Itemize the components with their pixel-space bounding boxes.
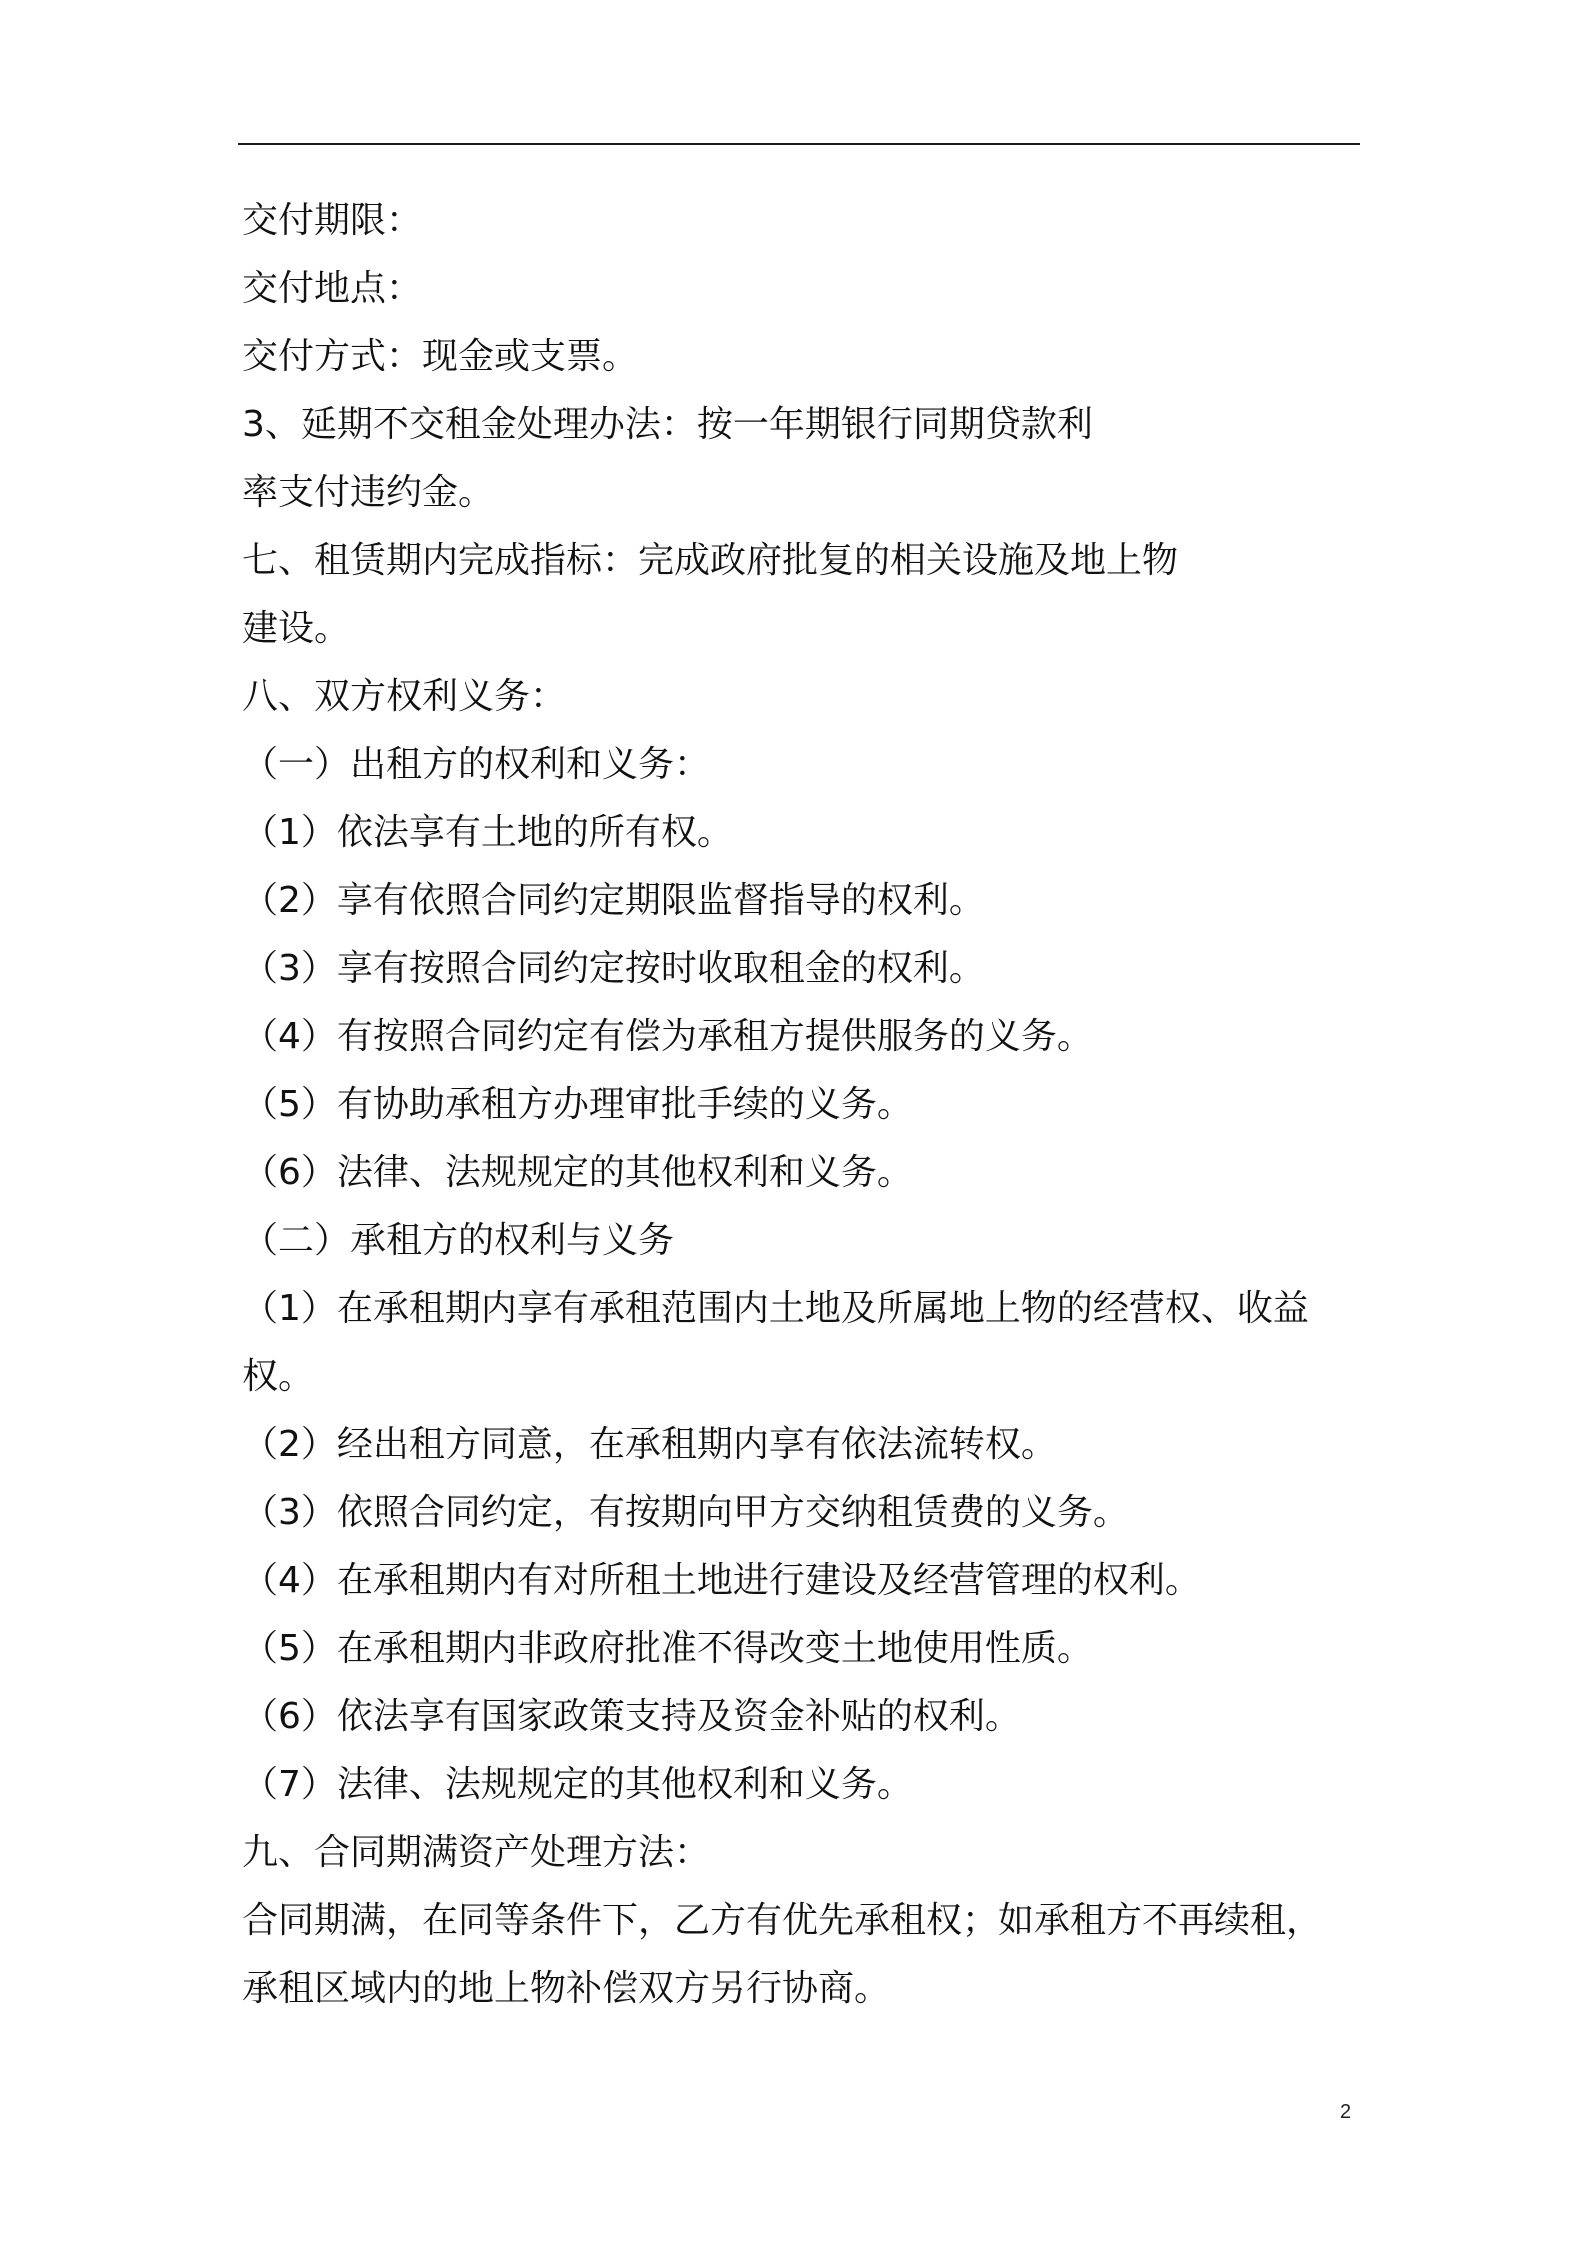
lessee-item-5: （5）在承租期内非政府批准不得改变土地使用性质。 — [242, 1628, 1093, 1669]
lessor-item-4: （4）有按照合同约定有偿为承租方提供服务的义务。 — [242, 1016, 1093, 1057]
lessee-subheading: （二）承租方的权利与义务 — [242, 1220, 675, 1261]
lessee-item-6: （6）依法享有国家政策支持及资金补贴的权利。 — [242, 1696, 1021, 1737]
lessor-item-2: （2）享有依照合同约定期限监督指导的权利。 — [242, 880, 985, 921]
delivery-method-line: 交付方式：现金或支票。 — [242, 336, 639, 377]
late-payment-clause-line: 3、延期不交租金处理办法：按一年期银行同期贷款利 — [242, 404, 1093, 445]
delivery-deadline-line: 交付期限： — [242, 200, 423, 241]
header-rule — [238, 143, 1360, 145]
document-body — [242, 187, 1442, 2023]
lessee-item-4: （4）在承租期内有对所租土地进行建设及经营管理的权利。 — [242, 1560, 1201, 1601]
lessee-item-1: （1）在承租期内享有承租范围内土地及所属地上物的经营权、收益 — [242, 1288, 1309, 1329]
section-9-heading: 九、合同期满资产处理方法： — [242, 1832, 711, 1873]
lessee-item-3: （3）依照合同约定，有按期向甲方交纳租赁费的义务。 — [242, 1492, 1129, 1533]
section-7-heading: 七、租赁期内完成指标：完成政府批复的相关设施及地上物 — [242, 540, 1179, 581]
lessor-subheading: （一）出租方的权利和义务： — [242, 744, 711, 785]
section-9-text-continuation: 承租区域内的地上物补偿双方另行协商。 — [242, 1968, 891, 2009]
delivery-location-line: 交付地点： — [242, 268, 423, 309]
lessee-item-2: （2）经出租方同意，在承租期内享有依法流转权。 — [242, 1424, 1057, 1465]
section-7-continuation: 建设。 — [242, 608, 351, 649]
page-number: 2 — [1340, 2101, 1352, 2123]
section-8-heading: 八、双方权利义务： — [242, 676, 567, 717]
section-9-text: 合同期满，在同等条件下，乙方有优先承租权；如承租方不再续租， — [242, 1900, 1323, 1941]
lessor-item-1: （1）依法享有土地的所有权。 — [242, 812, 733, 853]
lessor-item-3: （3）享有按照合同约定按时收取租金的权利。 — [242, 948, 985, 989]
late-payment-clause-continuation: 率支付违约金。 — [242, 472, 495, 513]
lessee-item-7: （7）法律、法规规定的其他权利和义务。 — [242, 1764, 913, 1805]
lessor-item-6: （6）法律、法规规定的其他权利和义务。 — [242, 1152, 913, 1193]
lessee-item-1-continuation: 权。 — [242, 1356, 315, 1397]
lessor-item-5: （5）有协助承租方办理审批手续的义务。 — [242, 1084, 913, 1125]
